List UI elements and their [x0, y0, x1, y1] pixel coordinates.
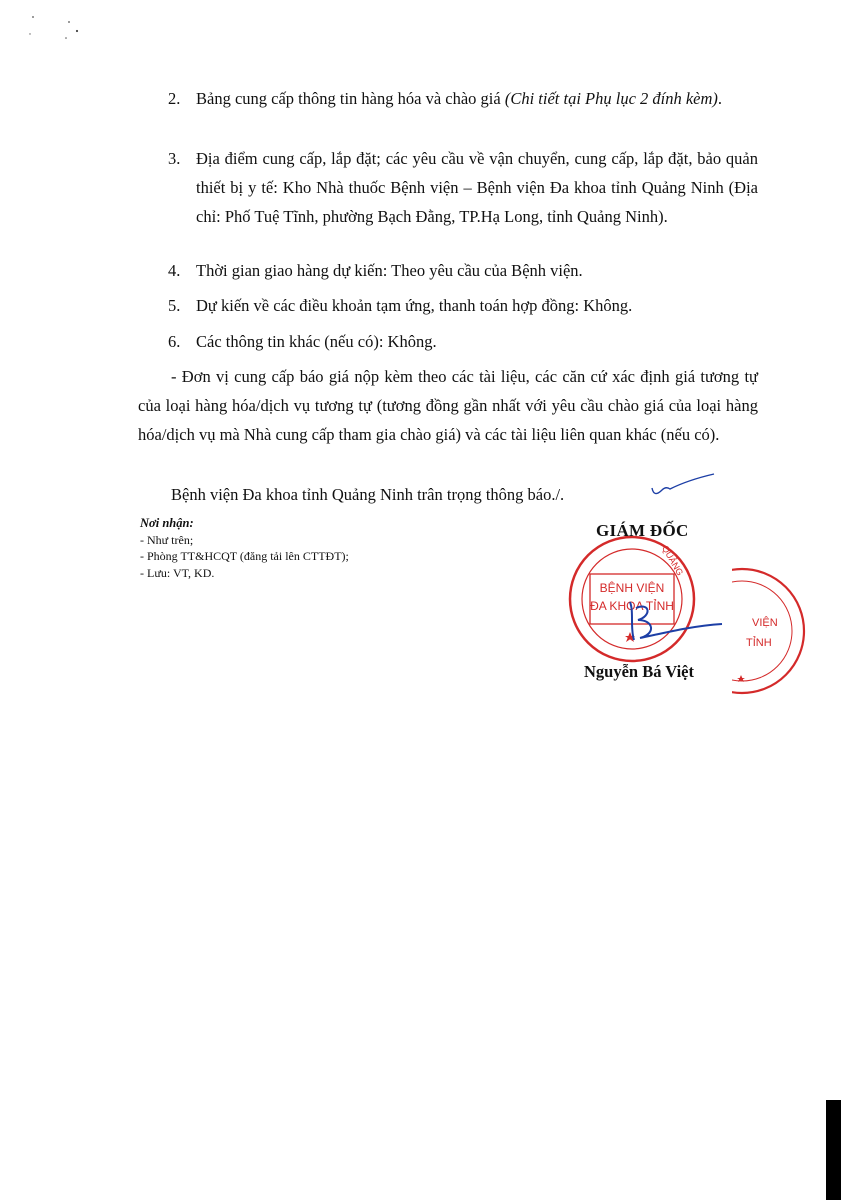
initial-mark-icon [648, 470, 718, 500]
list-number: 3. [168, 149, 181, 168]
closing-line: Bệnh viện Đa khoa tỉnh Quảng Ninh trân trọng thông báo./. [171, 485, 565, 504]
list-text: Địa điểm cung cấp, lắp đặt; các yêu cầu về vận chuyển, cung cấp, lắp đặt, bảo quản thiết bị y tế: Kho Nhà thuốc Bệnh viện – Bệnh viện Đa khoa tỉnh Quảng Ninh (Địa chỉ: Phố Tuệ Tĩnh, phường Bạch Đằng, TP.Hạ Long, tỉnh Quảng Ninh). [196, 149, 758, 226]
list-item-5 [168, 291, 758, 320]
recipient-line: - Phòng TT&HCQT (đăng tải lên CTTĐT); [140, 549, 349, 563]
attachment-note: (Chi tiết tại Phụ lục 2 đính kèm) [504, 89, 718, 108]
scan-edge-bar [826, 1100, 841, 1200]
list-item-4 [168, 256, 758, 285]
list-number: 6. [168, 332, 181, 351]
list-number: 2. [168, 89, 181, 108]
list-text: Thời gian giao hàng dự kiến: Theo yêu cầu của Bệnh viện. [196, 261, 583, 280]
recipients-title: Nơi nhận: [140, 516, 194, 530]
signer-name: Nguyễn Bá Việt [584, 662, 695, 681]
scan-specks [0, 0, 100, 50]
seal-ring-text: QUẢNG [660, 543, 686, 578]
signer-title: GIÁM ĐỐC [596, 521, 689, 540]
partial-seal-icon [732, 566, 812, 696]
list-number: 5. [168, 296, 181, 315]
list-text: Các thông tin khác (nếu có): Không. [196, 332, 437, 351]
recipients-block [140, 515, 349, 581]
partial-seal-text-2: TỈNH [746, 637, 772, 649]
list-item-2 [168, 84, 758, 113]
list-text: Bảng cung cấp thông tin hàng hóa và chào giá (Chi tiết tại Phụ lục 2 đính kèm). [196, 89, 723, 108]
list-text: Dự kiến về các điều khoản tạm ứng, thanh toán hợp đồng: Không. [196, 296, 633, 315]
seal-text-line1: BỆNH VIỆN [599, 581, 665, 595]
body-paragraph: - Đơn vị cung cấp báo giá nộp kèm theo các tài liệu, các căn cứ xác định giá tương tự của loại hàng hóa/dịch vụ tương tự (tương đồng gần nhất với yêu cầu chào giá của loại hàng hóa/dịch vụ mà Nhà cung cấp tham gia chào giá) và các tài liệu liên quan khác (nếu có). [138, 367, 758, 444]
signature-icon [600, 598, 730, 646]
partial-seal-text-1: VIỆN [752, 617, 778, 629]
list-item-3 [168, 144, 758, 231]
seal-text-line2: ĐA KHOA TỈNH [590, 599, 674, 613]
recipient-line: - Như trên; [140, 532, 194, 547]
list-item-6 [168, 327, 758, 356]
recipient-line: - Lưu: VT, KD. [140, 565, 215, 580]
list-number: 4. [168, 261, 181, 280]
